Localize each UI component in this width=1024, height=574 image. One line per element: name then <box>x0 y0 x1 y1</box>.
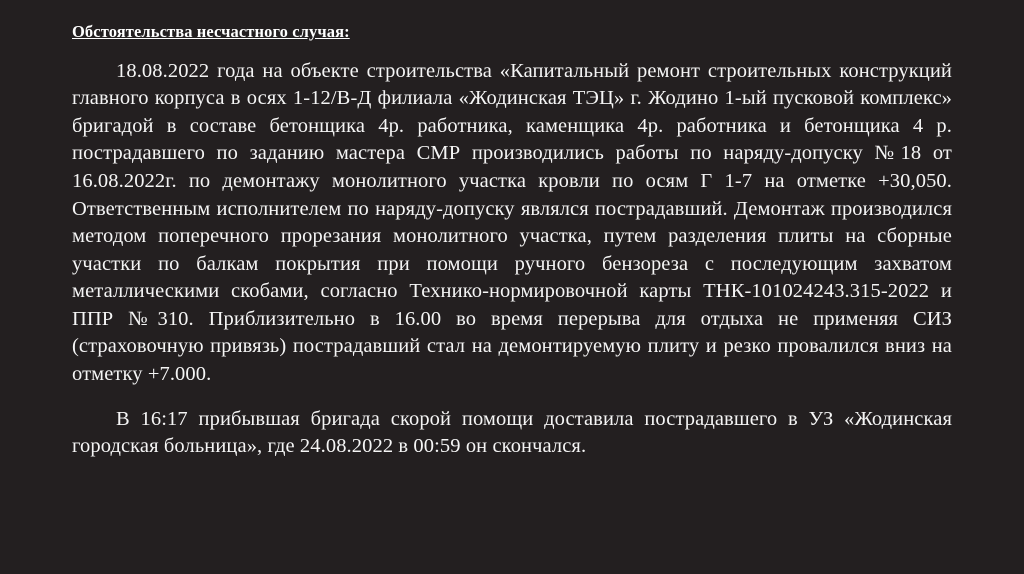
body-paragraph-1: 18.08.2022 года на объекте строительства «Капитальный ремонт строительных конструкций главного корпуса в осях 1-12/В-Д филиала «Жодинская ТЭЦ» г. Жодино 1-ый пусковой комплекс» бригадой в составе бетонщика 4р. работника, каменщика 4р. работника и бетонщика 4 р. пострадавшего по заданию мастера СМР производились работы по наряду-допуску №18 от 16.08.2022г. по демонтажу монолитного участка кровли по осям Г 1-7 на отметке +30,050. Ответственным исполнителем по наряду-допуску являлся пострадавший. Демонтаж производился методом поперечного прорезания монолитного участка, путем разделения плиты на сборные участки по балкам покрытия при помощи ручного бензореза с последующим захватом металлическими скобами, согласно Технико-нормировочной карты ТНК-101024243.315-2022 и ППР №310. Приблизительно в 16.00 во время перерыва для отдыха не применяя СИЗ (страховочную привязь) пострадавший стал на демонтируемую плиту и резко провалился вниз на отметку +7.000. <box>72 59 952 385</box>
slide-content <box>72 22 952 461</box>
body-paragraph-2: В 16:17 прибывшая бригада скорой помощи доставила пострадавшего в УЗ «Жодинская городская больница», где 24.08.2022 в 00:59 он скончался. <box>72 407 952 458</box>
section-heading: Обстоятельства несчастного случая: <box>72 22 350 41</box>
